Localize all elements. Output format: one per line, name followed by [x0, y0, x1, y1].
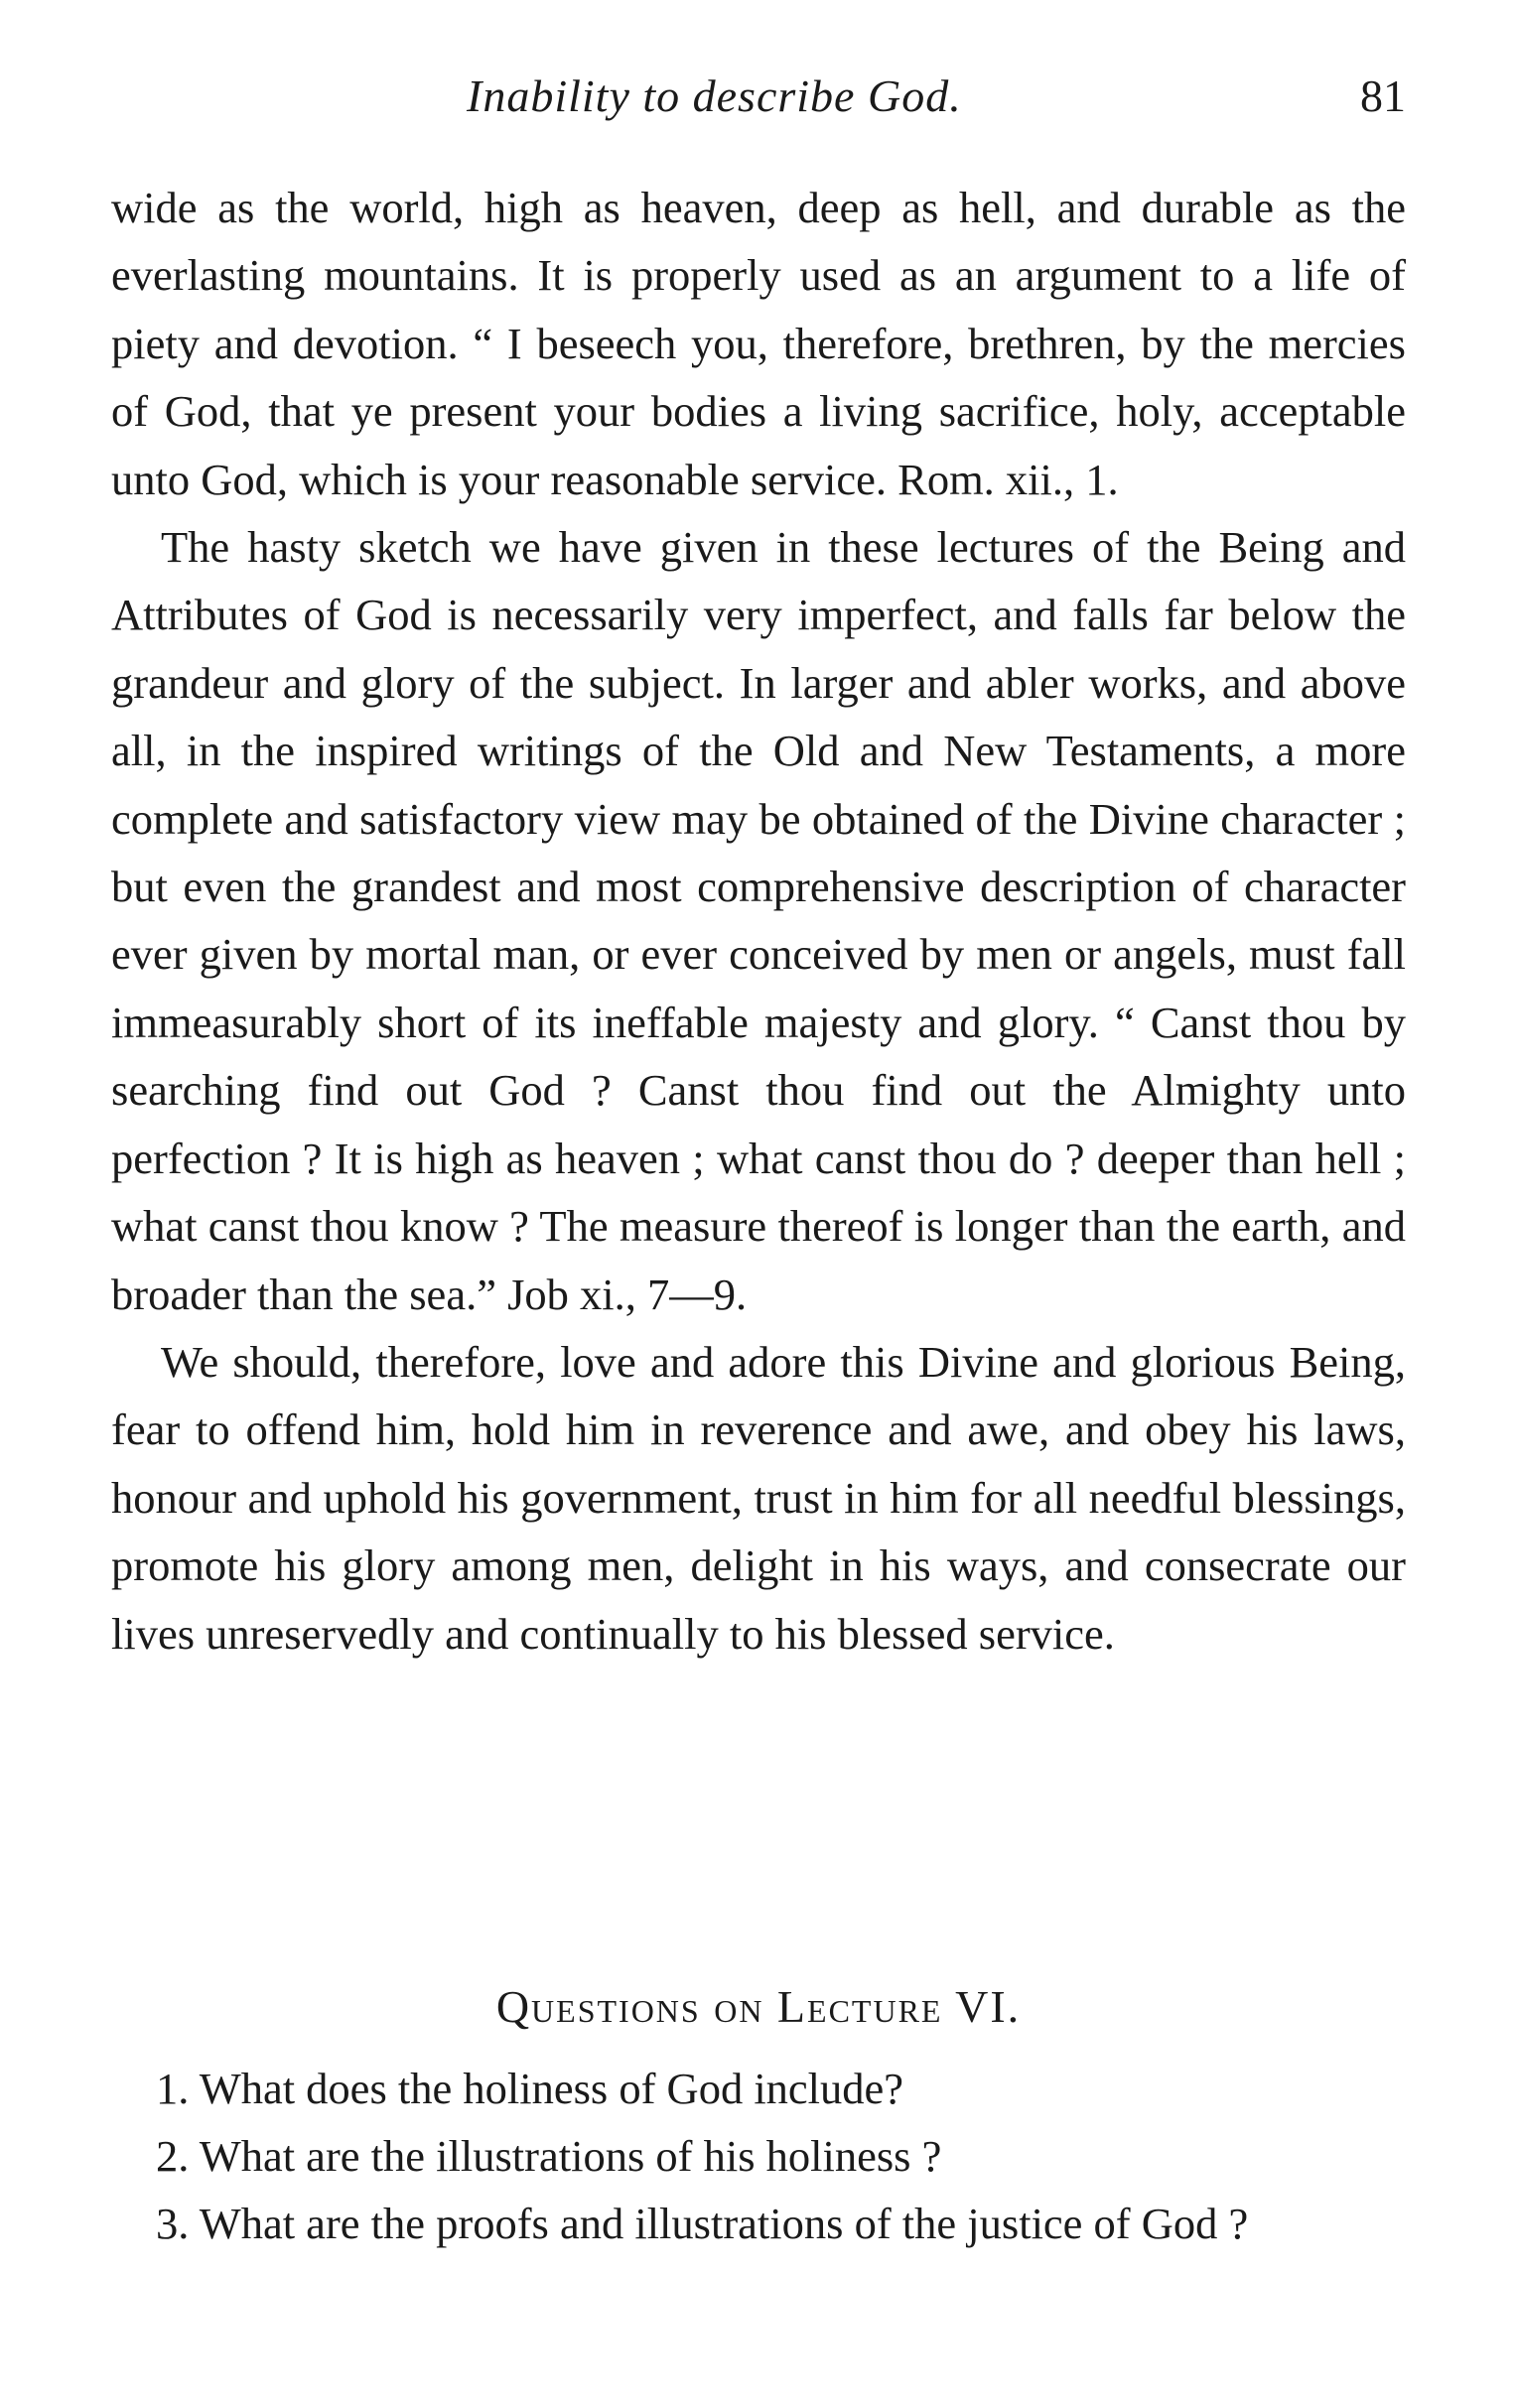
paragraph: We should, therefore, love and adore this Divine and glorious Being, fear to offend him, hold him in reverence and awe, and obey his laws, honour and uphold his government, trust in him for all needful blessings, promote his glory among men, delight in his ways, and consecrate our lives unreservedly and continually to his blessed service.	[111, 1336, 1406, 1659]
questions-list	[111, 2055, 1406, 2257]
question-item: 1. What does the holiness of God include?	[156, 2064, 904, 2113]
running-head	[0, 69, 1517, 129]
question-item: 2. What are the illustrations of his holiness ?	[156, 2131, 942, 2181]
section-heading: Questions on Lecture VI.	[495, 1981, 1022, 2032]
body-text	[111, 174, 1406, 1668]
page-number: 81	[1360, 70, 1406, 121]
paragraph-continued: wide as the world, high as heaven, deep as hell, and durable as the everlasting mountains. It is properly used as an argument to a life of piety and devotion. “ I beseech you, therefore, brethren, by the mercies of God, that ye present your bodies a living sacrifice, holy, acceptable unto God, which is your reasonable service. Rom. xii., 1.	[111, 183, 1406, 504]
paragraph: The hasty sketch we have given in these lectures of the Being and Attributes of God is necessarily very imperfect, and falls far below the grandeur and glory of the subject. In larger and abler works, and above all, in the inspired writings of the Old and New Testaments, a more complete and satisfactory view may be obtained of the Divine character ; but even the grandest and most comprehensive description of character ever given by mortal man, or ever conceived by men or angels, must fall immeasurably short of its ineffable majesty and glory. “ Canst thou by searching find out God ? Canst thou find out the Almighty unto perfection ? It is high as heaven ; what canst thou do ? deeper than hell ; what canst thou know ? The measure thereof is longer than the earth, and broader than the sea.” Job xi., 7—9.	[111, 522, 1406, 1319]
question-item: 3. What are the proofs and illustrations of the justice of God ?	[156, 2199, 1249, 2248]
running-title: Inability to describe God.	[467, 70, 962, 121]
